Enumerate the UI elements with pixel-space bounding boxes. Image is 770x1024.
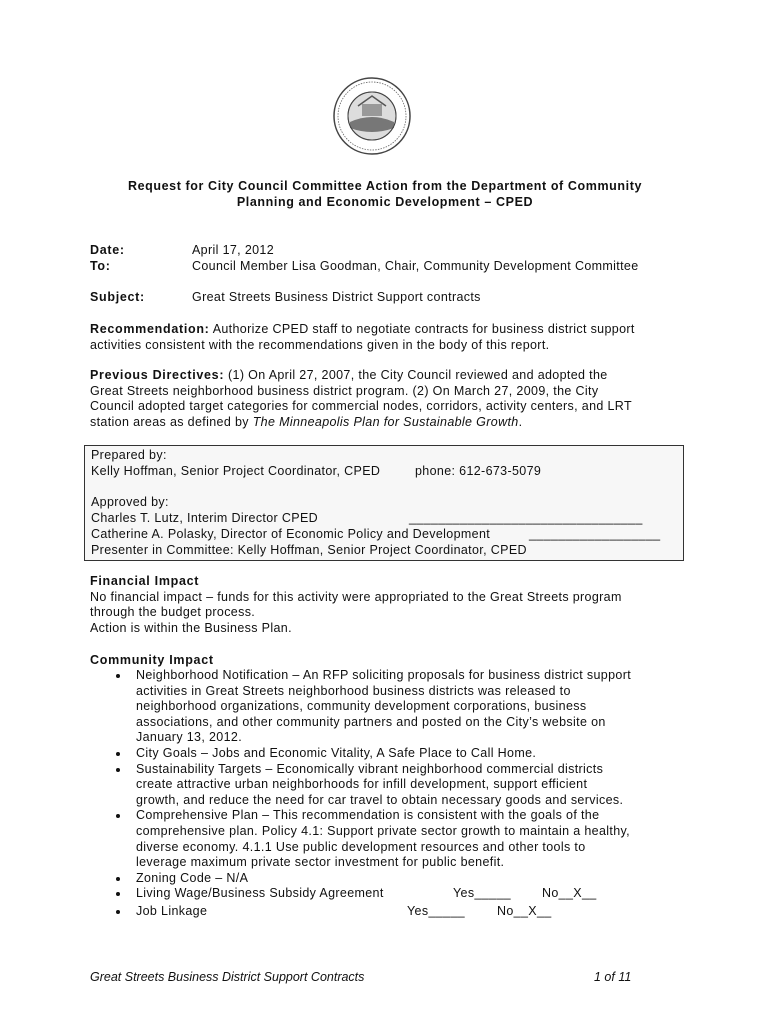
footer-title: Great Streets Business District Support Contracts — [90, 970, 365, 984]
list-item-line: Comprehensive Plan – This recommendation is consistent with the goals of the — [136, 808, 600, 823]
living-wage-label: Living Wage/Business Subsidy Agreement — [136, 886, 384, 900]
presenter: Presenter in Committee: Kelly Hoffman, Senior Project Coordinator, CPED — [91, 543, 527, 557]
previous-directives-line-1: (1) On April 27, 2007, the City Council reviewed and adopted the — [228, 368, 608, 382]
living-wage-yes: Yes_____ — [453, 886, 511, 900]
community-impact-list — [112, 668, 692, 918]
previous-directives — [90, 368, 690, 430]
subject-value: Great Streets Business District Support contracts — [192, 290, 481, 304]
previous-directives-label: Previous Directives: — [90, 368, 225, 382]
financial-impact-line-1: No financial impact – funds for this activity were appropriated to the Great Streets program — [90, 589, 622, 604]
financial-impact — [90, 574, 690, 636]
list-item-line: Sustainability Targets – Economically vibrant neighborhood commercial districts — [136, 761, 604, 776]
previous-directives-line-2: Great Streets neighborhood business district program. (2) On March 27, 2009, the City — [90, 383, 599, 398]
recommendation-text-1: Authorize CPED staff to negotiate contracts for business district support — [212, 322, 635, 336]
bullet-icon — [116, 910, 120, 914]
list-item-line: activities in Great Streets neighborhood business districts was released to — [136, 683, 571, 698]
financial-impact-line-2: through the budget process. — [90, 605, 256, 620]
approver-1: Charles T. Lutz, Interim Director CPED — [91, 511, 319, 525]
approver-1-signature-line: ________________________________ — [409, 511, 643, 525]
list-item — [112, 746, 692, 762]
list-item-line: City Goals – Jobs and Economic Vitality, A Safe Place to Call Home. — [136, 745, 537, 760]
date-label: Date: — [90, 243, 125, 257]
list-item-line: January 13, 2012. — [136, 730, 243, 745]
list-item — [112, 808, 692, 870]
approver-2: Catherine A. Polasky, Director of Economic Policy and Development — [91, 527, 491, 541]
title-line-2: Planning and Economic Development – CPED — [236, 195, 534, 209]
bullet-icon — [116, 892, 120, 896]
financial-impact-heading: Financial Impact — [90, 574, 200, 588]
previous-directives-line-3: Council adopted target categories for commercial nodes, corridors, activity centers, and LRT — [90, 399, 632, 414]
previous-directives-period: . — [518, 414, 523, 429]
subject-label: Subject: — [90, 290, 145, 304]
prepared-by-name: Kelly Hoffman, Senior Project Coordinator, CPED — [91, 464, 381, 478]
prepared-by-phone: phone: 612-673-5079 — [415, 464, 542, 478]
recommendation — [90, 322, 690, 353]
list-item-line: comprehensive plan. Policy 4.1: Support private sector growth to maintain a healthy, — [136, 823, 630, 838]
approver-2-signature-line: __________________ — [529, 527, 661, 541]
approved-by-label: Approved by: — [91, 495, 169, 509]
job-linkage-yes: Yes_____ — [407, 904, 465, 918]
list-item-line: Neighborhood Notification – An RFP soliciting proposals for business district support — [136, 668, 632, 682]
list-item-line: diverse economy. 4.1.1 Use public development resources and other tools to — [136, 839, 586, 854]
list-item — [112, 871, 692, 887]
list-item — [112, 668, 692, 746]
to-label: To: — [90, 259, 111, 273]
prepared-by-label: Prepared by: — [91, 448, 167, 462]
date-value: April 17, 2012 — [192, 243, 275, 257]
financial-impact-line-3: Action is within the Business Plan. — [90, 620, 292, 635]
list-item-line: growth, and reduce the need for car travel to obtain necessary goods and services. — [136, 792, 624, 807]
job-linkage-no: No__X__ — [497, 904, 552, 918]
document-title — [80, 178, 690, 210]
list-item-line: associations, and other community partners and posted on the City’s website on — [136, 714, 606, 729]
list-item — [112, 762, 692, 809]
community-impact-heading: Community Impact — [90, 653, 214, 667]
plan-title: The Minneapolis Plan for Sustainable Growth — [252, 414, 519, 429]
recommendation-text-2: activities consistent with the recommendations given in the body of this report. — [90, 337, 550, 352]
list-item-line: Zoning Code – N/A — [136, 870, 249, 885]
list-item-line: leverage maximum private sector investment for public benefit. — [136, 855, 505, 870]
living-wage-no: No__X__ — [542, 886, 597, 900]
title-line-1: Request for City Council Committee Action from the Department of Community — [127, 179, 643, 193]
previous-directives-line-4: station areas as defined by — [90, 414, 249, 429]
footer-page-number: 1 of 11 — [594, 970, 632, 984]
list-item-line: neighborhood organizations, community development corporations, business — [136, 699, 587, 714]
job-linkage-label: Job Linkage — [136, 904, 208, 918]
staff-info-box — [84, 445, 684, 561]
list-item-line: create attractive urban neighborhoods for infill development, support efficient — [136, 777, 588, 792]
city-seal-logo — [332, 76, 412, 156]
recommendation-label: Recommendation: — [90, 322, 210, 336]
to-value: Council Member Lisa Goodman, Chair, Community Development Committee — [192, 259, 639, 273]
